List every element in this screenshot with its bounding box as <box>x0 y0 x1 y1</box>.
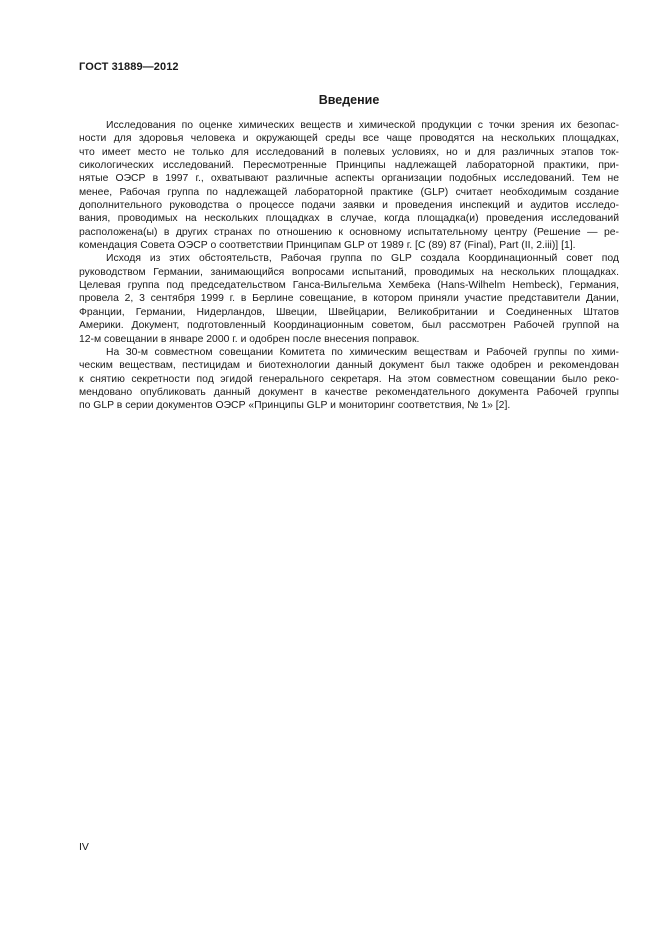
text-line: Исходя из этих обстоятельств, Рабочая группа по GLP создала Координационный совет под <box>106 253 619 265</box>
text-line: менее, Рабочая группа по надлежащей лабораторной практике (GLP) считает необходимым создание <box>79 186 619 198</box>
text-line: по GLP в серии документов ОЭСР «Принципы GLP и мониторинг соответствия, № 1» [2]. <box>79 400 511 412</box>
text-line: руководством Германии, занимающийся вопросами испытаний, проводимых на нескольких площадках. <box>79 266 619 278</box>
text-line: 12-м совещании в январе 2000 г. и одобрен после внесения поправок. <box>79 333 420 345</box>
text-line: вания, проводимых на нескольких площадках в случае, когда площадка(и) проведения исследований <box>79 213 619 225</box>
text-line: На 30-м совместном совещании Комитета по химическим веществам и Рабочей группы по хими- <box>106 346 619 358</box>
text-line: провела 2, 3 сентября 1999 г. в Берлине совещание, в котором приняли участие представители Дании, <box>79 293 619 305</box>
text-line: Целевая группа под председательством Ганса-Вильгельма Хембека (Hans-Wilhelm Hembeck), Германия, <box>79 280 619 292</box>
paragraph <box>79 252 619 345</box>
text-line: ности для здоровья человека и окружающей среды все чаще проводятся на нескольких площадках, <box>79 133 619 145</box>
text-line: Америки. Документ, подготовленный Координационным советом, был рассмотрен Рабочей группой на <box>79 320 619 332</box>
text-line: сикологических исследований. Пересмотренные Принципы надлежащей лабораторной практики, при- <box>79 160 619 172</box>
text-line: мендовано опубликовать данный документ в качестве рекомендательного документа Рабочей группы <box>79 386 619 398</box>
text-line: к снятию секретности под эгидой генерального секретаря. На этом совместном совещании было реко- <box>79 373 619 385</box>
text-line: комендация Совета ОЭСР о соответствии Принципам GLP от 1989 г. [С (89) 87 (Final), Part (II, 2.iii)] [1]. <box>79 240 576 252</box>
text-line: Исследования по оценке химических веществ и химической продукции с точки зрения их безопас- <box>106 120 619 131</box>
section-title: Введение <box>318 93 380 107</box>
text-line: что имеет место не только для исследований в полевых условиях, но и для различных этапов ток- <box>79 146 619 158</box>
paragraph <box>79 346 619 413</box>
text-line: Франции, Германии, Нидерландов, Швеции, Швейцарии, Великобритании и Соединенных Штатов <box>79 306 619 318</box>
introduction-body <box>79 119 619 413</box>
paragraph <box>79 119 619 252</box>
text-line: расположена(ы) в других странах по отношению к основному испытательному центру (Решение — ре- <box>79 226 619 238</box>
page-number: IV <box>79 841 89 853</box>
standard-code-header: ГОСТ 31889—2012 <box>79 61 179 73</box>
text-line: нятые ОЭСР в 1997 г., охватывают различные аспекты организации подобных исследований. Тем не <box>79 173 619 185</box>
text-line: дополнительного руководства о процессе подачи заявки и проведения инспекций и аудитов исследо- <box>79 200 619 212</box>
text-line: ческим веществам, пестицидам и биотехнологии данный документ был также одобрен и рекомендован <box>79 360 619 372</box>
